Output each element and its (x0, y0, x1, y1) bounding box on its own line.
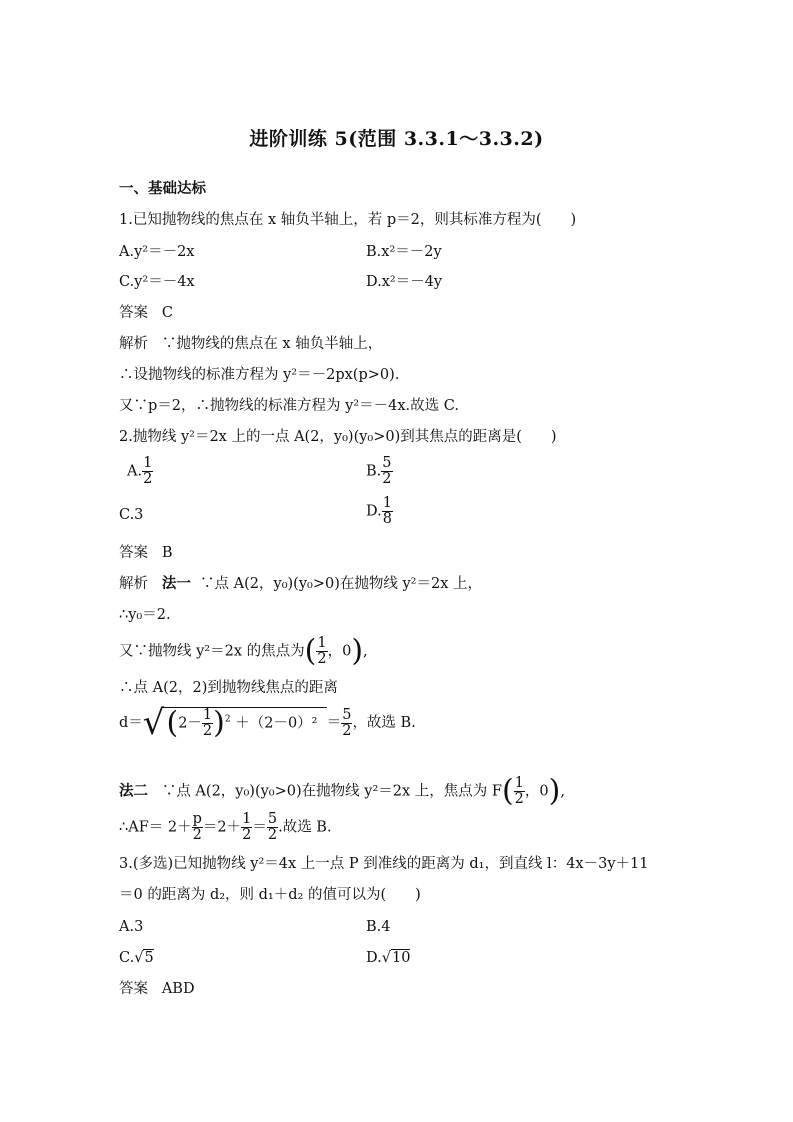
q1-option-a: A.y²＝－2x (119, 244, 195, 260)
q2-option-b (366, 456, 393, 487)
fraction (267, 812, 278, 843)
fraction (192, 812, 203, 843)
method-label: 法一 (161, 575, 191, 592)
fraction (382, 496, 393, 527)
q2-option-d (366, 496, 393, 527)
q3-option-c (119, 949, 154, 967)
radicand (164, 707, 326, 739)
q1-analysis-line1 (119, 335, 382, 353)
q2-method1-line1 (119, 575, 482, 593)
analysis-text: ∵点 A(2，y₀)(y₀>0)在抛物线 y²＝2x 上，焦点为 F (161, 783, 502, 800)
denominator: 2 (192, 827, 202, 843)
fraction (316, 636, 327, 667)
left-bracket: ( (501, 773, 514, 809)
denominator: 2 (342, 722, 352, 739)
q1-answer (119, 304, 173, 322)
denominator: 2 (317, 651, 327, 667)
fraction (142, 456, 153, 487)
sqrt-icon: √ (381, 950, 391, 966)
option-letter: B. (366, 463, 382, 480)
q2-method1-line3 (119, 633, 368, 669)
formula-d: d＝ (119, 715, 143, 731)
fraction (241, 812, 252, 843)
q2-option-a (127, 456, 153, 487)
answer-value: ABD (161, 981, 195, 997)
q2-method1-line4: ∴点 A(2，2)到抛物线焦点的距离 (119, 680, 338, 696)
punctuation: , (363, 643, 368, 660)
analysis-label: 解析 (119, 336, 148, 352)
fraction (341, 708, 352, 739)
q3-option-b: B.4 (366, 919, 391, 935)
q2-method2-line2 (119, 812, 332, 843)
page-title: 进阶训练 5(范围 3.3.1～3.3.2) (249, 128, 544, 150)
right-bracket: ) (548, 773, 561, 809)
equals: ＝ (326, 715, 342, 731)
right-bracket: ) (213, 705, 225, 741)
term: ＋（2－0）² (235, 715, 318, 732)
q2-answer (119, 544, 172, 562)
answer-value: B (161, 545, 173, 561)
numerator: 5 (342, 706, 352, 723)
sqrt-icon: √ (134, 950, 144, 966)
numerator: 1 (317, 635, 327, 651)
denominator: 2 (267, 827, 278, 843)
coordinate-zero: ，0 (524, 783, 549, 800)
denominator: 2 (143, 471, 153, 487)
left-bracket: ( (304, 633, 317, 669)
option-letter: D. (366, 950, 382, 966)
fraction (202, 708, 213, 739)
denominator: 8 (382, 511, 392, 527)
radicand: 5 (144, 950, 154, 966)
fraction (381, 456, 392, 487)
analysis-label: 解析 (119, 576, 148, 592)
numerator: 5 (267, 811, 278, 827)
analysis-text: ∵点 A(2，y₀)(y₀>0)在抛物线 y²＝2x 上， (200, 576, 482, 592)
analysis-text: 又∵抛物线 y²＝2x 的焦点为 (119, 643, 305, 660)
numerator: 5 (382, 455, 392, 471)
left-bracket: ( (166, 705, 179, 741)
coordinate-zero: ，0 (327, 643, 352, 660)
numerator: 1 (382, 495, 392, 511)
q2-method2-line1 (119, 773, 565, 809)
answer-label: 答案 (119, 981, 148, 997)
option-letter: A. (127, 463, 143, 480)
answer-label: 答案 (119, 545, 148, 561)
q1-analysis-line3: 又∵p＝2，∴抛物线的标准方程为 y²＝－4x.故选 C. (119, 398, 459, 414)
q2-method1-line2: ∴y₀＝2. (119, 607, 171, 623)
q1-option-b: B.x²＝－2y (366, 244, 442, 260)
option-letter: C. (119, 950, 135, 966)
q3-answer (119, 980, 195, 998)
denominator: 2 (514, 791, 524, 807)
exponent: 2 (224, 714, 231, 725)
term: ＝2＋ (202, 819, 242, 836)
q2-method1-distance (119, 703, 416, 743)
analysis-text: ∵抛物线的焦点在 x 轴负半轴上， (161, 336, 383, 352)
option-letter: D. (366, 503, 382, 520)
denominator: 2 (202, 723, 213, 739)
sqrt-icon: √ (142, 703, 165, 743)
analysis-text: ∴AF＝ 2＋ (119, 819, 192, 836)
analysis-text: ，故选 B. (352, 715, 416, 731)
q3-option-a: A.3 (119, 919, 144, 935)
numerator: 1 (202, 707, 213, 723)
answer-value: C (161, 305, 173, 321)
numerator: 1 (242, 811, 252, 827)
section-heading: 一、基础达标 (119, 180, 206, 197)
q3-stem-line1: 3.(多选)已知抛物线 y²＝4x 上一点 P 到准线的距离为 d₁，到直线 l：4x－3y＋11 (119, 856, 649, 872)
q1-analysis-line2: ∴设抛物线的标准方程为 y²＝－2px(p>0). (119, 367, 400, 383)
q1-option-d: D.x²＝－4y (366, 274, 443, 290)
radicand: 10 (391, 950, 411, 966)
fraction (514, 776, 525, 807)
denominator: 2 (242, 827, 252, 843)
right-bracket: ) (351, 633, 364, 669)
q1-option-c: C.y²＝－4x (119, 274, 195, 290)
analysis-text: .故选 B. (278, 819, 332, 836)
q2-stem: 2.抛物线 y²＝2x 上的一点 A(2，y₀)(y₀>0)到其焦点的距离是( ) (119, 429, 557, 445)
term: 2－ (178, 715, 202, 732)
equals: ＝ (252, 819, 267, 836)
q3-stem-line2: ＝0 的距离为 d₂，则 d₁＋d₂ 的值可以为( ) (119, 887, 421, 903)
numerator: p (192, 811, 202, 827)
q3-option-d (366, 949, 410, 967)
numerator: 1 (143, 455, 153, 471)
punctuation: , (560, 783, 565, 800)
q2-option-c: C.3 (119, 507, 144, 523)
denominator: 2 (382, 471, 392, 487)
answer-label: 答案 (119, 305, 148, 321)
q1-stem: 1.已知抛物线的焦点在 x 轴负半轴上，若 p＝2，则其标准方程为( ) (119, 212, 577, 228)
numerator: 1 (514, 775, 524, 791)
method-label: 法二 (119, 782, 148, 800)
